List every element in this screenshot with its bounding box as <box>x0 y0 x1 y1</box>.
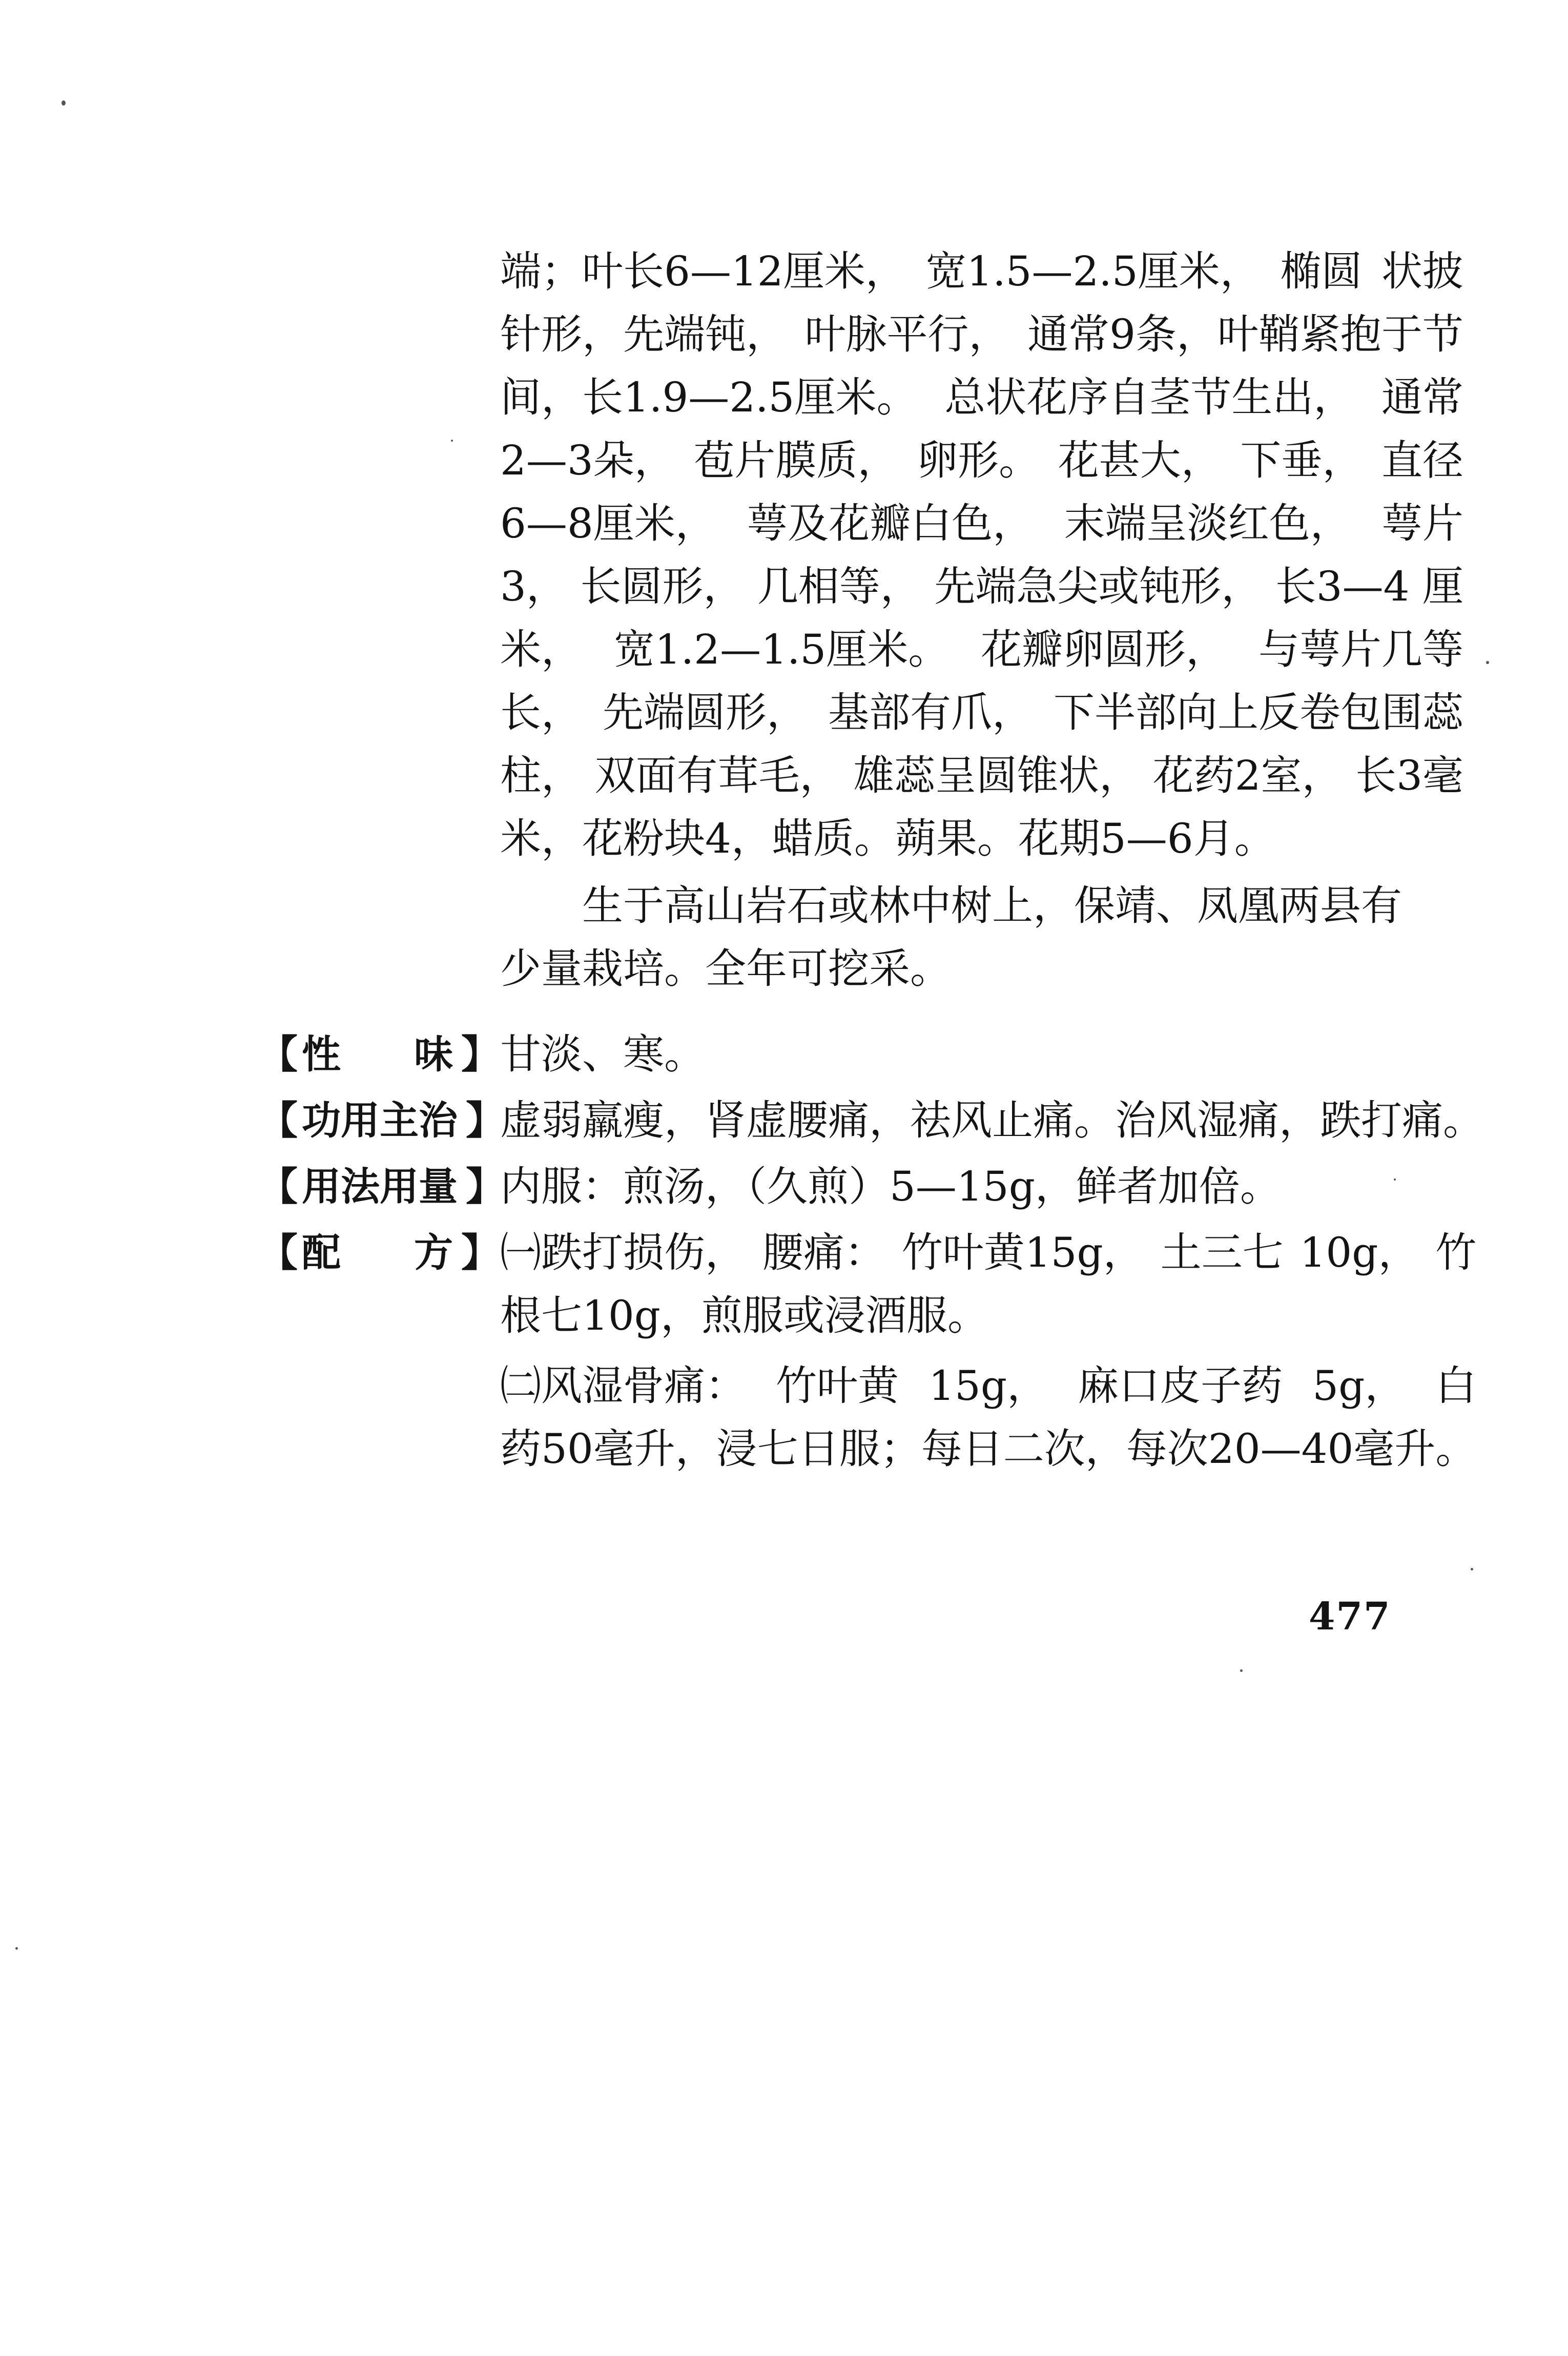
description-line <box>500 492 1463 555</box>
text-segment: 5g， <box>1312 1362 1406 1410</box>
text-segment: 竹叶黄15g， <box>901 1229 1144 1276</box>
text-segment: 椭圆 <box>1280 247 1363 295</box>
text-segment: 长3—4 <box>1275 563 1410 610</box>
label-char: 法 <box>341 1164 380 1209</box>
description-line <box>500 744 1463 807</box>
text-segment: 厘 <box>1422 563 1463 610</box>
text-segment: 直径 <box>1381 437 1463 484</box>
label-char: 性 <box>302 1031 341 1077</box>
section-formula <box>259 1221 1477 1480</box>
description-line <box>500 366 1463 429</box>
text-segment: 柱， <box>500 752 582 799</box>
label-char: 方 <box>414 1230 453 1275</box>
text-segment: 竹 <box>1435 1229 1477 1276</box>
label-text <box>298 1023 461 1086</box>
bracket-open: 【 <box>259 1230 298 1275</box>
scan-speck <box>1240 1669 1243 1672</box>
formula-item-2 <box>500 1354 1476 1480</box>
bracket-close: 】 <box>461 1230 500 1275</box>
section-content <box>500 1221 1476 1480</box>
text-segment: 与萼片几等 <box>1258 626 1463 673</box>
bracket-open: 【 <box>259 1098 298 1143</box>
section-functions <box>259 1089 1484 1152</box>
content-line <box>500 1284 1476 1347</box>
text-segment: 基部有爪， <box>828 689 1033 736</box>
section-label <box>259 1089 505 1152</box>
text-segment: 花甚大， <box>1058 437 1222 484</box>
text-segment: 宽1.5—2.5厘米， <box>925 247 1261 295</box>
text-segment: 长圆形， <box>580 563 745 610</box>
content-line: 虚弱羸瘦，肾虚腰痛，祛风止痛。治风湿痛，跌打痛。 <box>500 1097 1484 1144</box>
label-char: 量 <box>419 1164 458 1209</box>
text-segment: 米， <box>500 626 582 673</box>
text-segment: 针形，先端钝， <box>500 311 787 358</box>
label-char: 功 <box>302 1098 341 1143</box>
scan-speck <box>15 1947 18 1950</box>
text-segment: 根七10g，煎服或浸酒服。 <box>500 1292 989 1339</box>
text-segment: 米，花粉块4，蜡质。蒴果。花期5—6月。 <box>500 815 1275 862</box>
section-label <box>259 1155 505 1218</box>
bracket-close: 】 <box>461 1031 500 1077</box>
text-segment: 麻口皮子药 <box>1078 1362 1283 1410</box>
text-segment: 2—3朵， <box>500 437 675 484</box>
text-segment: 10g， <box>1299 1229 1419 1276</box>
label-text <box>298 1089 466 1152</box>
page-number: 477 <box>1309 1595 1391 1639</box>
section-content <box>500 1155 1463 1218</box>
text-segment: 状披 <box>1381 247 1463 295</box>
text-segment: 几相等， <box>757 563 921 610</box>
description-line <box>500 555 1463 618</box>
section-label <box>259 1221 500 1284</box>
scan-speck <box>451 440 453 442</box>
text-segment: 下垂， <box>1240 437 1364 484</box>
text-segment: 长3毫 <box>1355 752 1463 799</box>
label-text <box>298 1221 461 1284</box>
text-segment: 土三七 <box>1160 1229 1284 1276</box>
bracket-open: 【 <box>259 1164 298 1209</box>
scan-speck <box>1394 1179 1396 1181</box>
bracket-open: 【 <box>259 1031 298 1077</box>
text-segment: 萼片 <box>1381 500 1463 547</box>
text-segment: ㈠跌打损伤， <box>500 1229 746 1276</box>
plant-description <box>500 240 1463 1000</box>
content-line: 甘淡、寒。 <box>500 1030 705 1078</box>
text-segment: 腰痛： <box>762 1229 885 1276</box>
text-segment: 间，长1.9—2.5厘米。 <box>500 374 918 421</box>
section-dosage <box>259 1155 1463 1218</box>
habitat-line: 生于高山岩石或林中树上，保靖、凤凰两县有 <box>582 882 1402 929</box>
content-line: 内服：煎汤，（久煎）5—15g，鲜者加倍。 <box>500 1163 1281 1210</box>
description-line <box>500 429 1463 492</box>
label-char: 主 <box>380 1098 419 1143</box>
text-segment: 末端呈淡红色， <box>1064 500 1351 547</box>
text-segment: 叶脉平行， <box>804 311 1010 358</box>
text-segment: 萼及花瓣白色， <box>747 500 1034 547</box>
text-segment: 宽1.2—1.5厘米。 <box>613 626 950 673</box>
section-content <box>500 1023 1463 1086</box>
text-segment: 3， <box>500 563 567 610</box>
scan-speck <box>1471 1568 1473 1570</box>
text-segment: 花瓣卵圆形， <box>981 626 1227 673</box>
description-line <box>500 618 1463 681</box>
text-segment: 竹叶黄 <box>776 1362 899 1410</box>
description-line <box>500 303 1463 366</box>
text-segment: 卵形。 <box>917 437 1040 484</box>
text-segment: 先端圆形， <box>603 689 808 736</box>
text-segment: 通常 <box>1381 374 1463 421</box>
content-line <box>500 1221 1476 1284</box>
scan-speck <box>1486 661 1489 664</box>
label-text <box>298 1155 466 1218</box>
label-char: 用 <box>341 1098 380 1143</box>
label-char: 味 <box>414 1031 453 1077</box>
text-segment: 长， <box>500 689 582 736</box>
text-segment: 通常9条，叶鞘紧抱于节 <box>1027 311 1463 358</box>
text-segment: 总状花序自茎节生出， <box>944 374 1355 421</box>
label-char: 用 <box>302 1164 341 1209</box>
section-label <box>259 1023 500 1086</box>
text-segment: 先端急尖或钝形， <box>934 563 1263 610</box>
herb-sections <box>259 1023 1484 1483</box>
text-segment: 端；叶长6—12厘米， <box>500 247 906 295</box>
content-line <box>500 1354 1476 1417</box>
text-segment: 6—8厘米， <box>500 500 716 547</box>
section-properties <box>259 1023 1463 1086</box>
bracket-close: 】 <box>466 1098 505 1143</box>
text-segment: 苞片膜质， <box>693 437 899 484</box>
text-segment: 15g， <box>929 1362 1048 1410</box>
text-segment: 白 <box>1435 1362 1477 1410</box>
description-line <box>500 240 1463 303</box>
text-segment: 花药2室， <box>1152 752 1343 799</box>
scan-speck <box>61 100 66 106</box>
content-line <box>500 1417 1476 1480</box>
description-line <box>500 807 1463 870</box>
section-content <box>500 1089 1484 1152</box>
label-char: 用 <box>380 1164 419 1209</box>
bracket-close: 】 <box>466 1164 505 1209</box>
description-line <box>500 681 1463 744</box>
label-char: 治 <box>419 1098 458 1143</box>
text-segment: 雄蕊呈圆锥状， <box>853 752 1141 799</box>
habitat-paragraph <box>500 874 1463 1000</box>
text-segment: 下半部向上反卷包围蕊 <box>1054 689 1463 736</box>
formula-item-1 <box>500 1221 1476 1347</box>
text-segment: 双面有茸毛， <box>594 752 841 799</box>
text-segment: 药50毫升，浸七日服；每日二次，每次20—40毫升。 <box>500 1425 1477 1473</box>
label-char: 配 <box>302 1230 341 1275</box>
text-segment: ㈡风湿骨痛： <box>500 1362 746 1410</box>
habitat-line: 少量栽培。全年可挖采。 <box>500 945 951 993</box>
